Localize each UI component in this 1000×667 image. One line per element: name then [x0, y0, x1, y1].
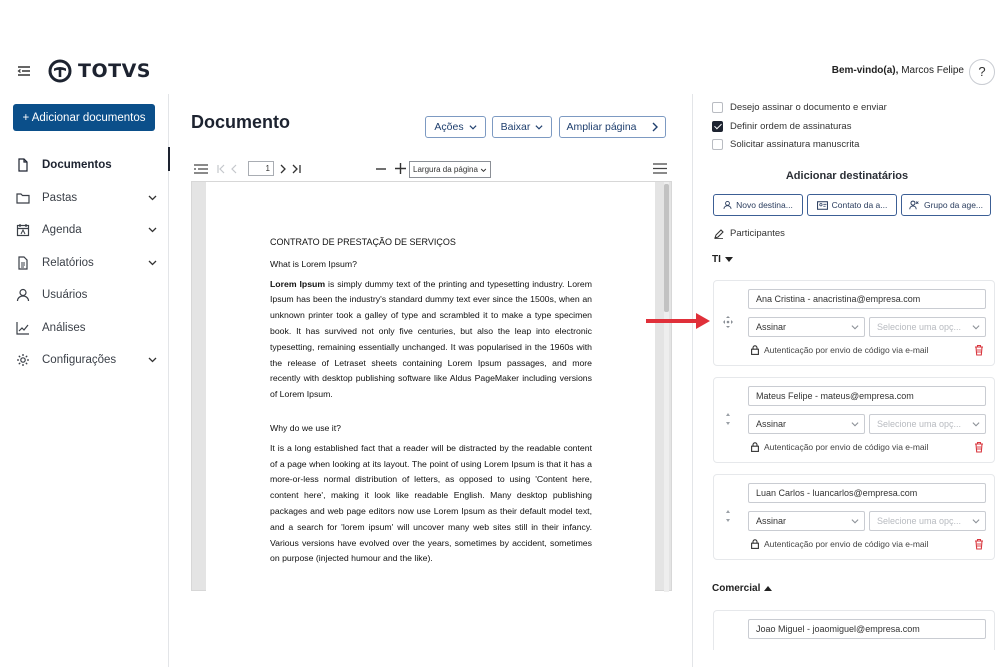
participants-label: Participantes: [730, 228, 785, 239]
sidebar-item-label: Relatórios: [42, 256, 94, 269]
participant-action-select[interactable]: [748, 511, 865, 531]
sidebar-item-pastas[interactable]: [0, 182, 169, 215]
document-page: [206, 182, 655, 592]
participant-email-field[interactable]: Ana Cristina - anacristina@empresa.com: [748, 289, 986, 309]
caret-down-icon: [725, 257, 733, 263]
annotation-arrow: [646, 312, 714, 330]
folder-icon: [16, 191, 30, 205]
participant-sign-type-select[interactable]: [869, 511, 986, 531]
document-icon: [16, 158, 30, 172]
help-button[interactable]: ?: [969, 59, 995, 85]
option-label: Solicitar assinatura manuscrita: [730, 139, 860, 150]
participant-auth-method: [751, 345, 928, 355]
welcome-prefix: Bem-vindo(a),: [831, 65, 899, 76]
sign-type-placeholder: Selecione uma opç...: [877, 322, 962, 332]
contact-label: Contato da a...: [831, 200, 888, 210]
expand-page-button[interactable]: [559, 116, 666, 138]
caret-up-icon: [764, 586, 772, 592]
sidebar-item-analises[interactable]: [0, 312, 169, 345]
participant-card: [713, 610, 995, 650]
checkbox-signing-order[interactable]: [712, 121, 723, 132]
chevron-right-icon: [651, 122, 659, 132]
participant-card: [713, 377, 995, 463]
participant-card: [713, 474, 995, 560]
recipients-panel: [692, 94, 1000, 667]
chevron-down-icon: [535, 123, 543, 131]
group-comercial[interactable]: [712, 583, 772, 594]
totvs-logo-icon: [48, 59, 72, 83]
sidebar-item-documentos[interactable]: [0, 149, 169, 182]
sidebar-item-label: Pastas: [42, 191, 78, 204]
welcome-user: Marcos Felipe: [901, 65, 964, 76]
participant-auth-method: [751, 539, 928, 549]
new-recipient-button[interactable]: [713, 194, 803, 216]
chart-icon: [16, 321, 30, 335]
participant-email-field[interactable]: Joao Miguel - joaomiguel@empresa.com: [748, 619, 986, 639]
participant-action-select[interactable]: [748, 414, 865, 434]
participant-action-value: Assinar: [756, 322, 787, 332]
top-header: [0, 50, 1000, 94]
checkbox-handwritten-signature[interactable]: [712, 139, 723, 150]
sidebar-item-label: Documentos: [42, 159, 112, 172]
gear-icon: [16, 353, 30, 367]
chevron-down-icon: [469, 123, 477, 131]
previous-page-icon[interactable]: [231, 164, 237, 174]
chevron-down-icon: [148, 258, 157, 267]
sidebar-item-usuarios[interactable]: [0, 279, 169, 312]
expand-page-label: Ampliar página: [566, 121, 637, 133]
zoom-out-icon[interactable]: [376, 164, 386, 174]
option-sign-and-send[interactable]: [712, 102, 887, 113]
document-title: CONTRATO DE PRESTAÇÃO DE SERVIÇOS: [270, 237, 456, 247]
document-paragraph-2: It is a long established fact that a reader will be distracted by the readable content of a page when looking at its layout. The point of using Lorem Ipsum is that it has a more-or-less normal distribution of letters, as opposed to using 'Content here, content here', making it look like readable English. Many desktop publishing packages and web page editors now use Lorem Ipsum as their default model text, and a search for 'lorem ipsum' will uncover many web sites still in their infancy. Various versions have evolved over the years, sometimes by accident, sometimes on purpose (injected humour and the like).: [270, 442, 592, 564]
last-page-icon[interactable]: [292, 164, 302, 174]
participant-sign-type-select[interactable]: [869, 317, 986, 337]
group-icon: [909, 200, 920, 210]
sign-type-placeholder: Selecione uma opç...: [877, 419, 962, 429]
checkbox-sign-and-send[interactable]: [712, 102, 723, 113]
option-label: Definir ordem de assinaturas: [730, 121, 852, 132]
group-ti-name: TI: [712, 254, 721, 265]
totvs-logo[interactable]: [48, 59, 151, 83]
sidebar: [0, 94, 169, 667]
report-icon: [16, 256, 30, 270]
participant-action-value: Assinar: [756, 516, 787, 526]
trash-icon[interactable]: [974, 538, 984, 550]
add-documents-button[interactable]: + Adicionar documentos: [13, 104, 155, 131]
lock-icon: [751, 345, 759, 355]
document-content: [270, 235, 592, 585]
group-label: Grupo da age...: [923, 200, 984, 210]
group-button[interactable]: [901, 194, 991, 216]
actions-label: Ações: [434, 121, 464, 133]
sidebar-toggle-icon[interactable]: [194, 164, 208, 174]
user-icon: [16, 288, 30, 302]
sidebar-item-label: Configurações: [42, 354, 117, 367]
participant-auth-method: [751, 442, 928, 452]
group-ti[interactable]: [712, 254, 733, 265]
participant-card: [713, 280, 995, 366]
chevron-down-icon: [148, 225, 157, 234]
document-bold-text: Lorem Ipsum: [270, 278, 326, 289]
document-question-2: Why do we use it?: [270, 422, 341, 433]
contact-card-icon: [817, 201, 828, 210]
participant-email-field[interactable]: Mateus Felipe - mateus@empresa.com: [748, 386, 986, 406]
page-number-input[interactable]: 1: [248, 161, 274, 176]
user-icon: [723, 200, 732, 210]
contact-button[interactable]: [807, 194, 897, 216]
chevron-down-icon: [480, 167, 487, 173]
auth-method-label: Autenticação por envio de código via e-mail: [764, 442, 929, 452]
option-label: Desejo assinar o documento e enviar: [730, 102, 887, 113]
chevron-down-icon: [972, 420, 980, 428]
add-recipients-title: Adicionar destinatários: [785, 170, 909, 182]
participant-action-value: Assinar: [756, 419, 787, 429]
next-page-icon[interactable]: [280, 164, 286, 174]
calendar-icon: [16, 223, 30, 237]
trash-icon[interactable]: [974, 344, 984, 356]
first-page-icon[interactable]: [217, 164, 225, 174]
sidebar-nav: [0, 149, 169, 377]
participants-header: [714, 228, 785, 239]
welcome-text: [832, 65, 964, 76]
participant-action-select[interactable]: [748, 317, 865, 337]
viewer-menu-icon[interactable]: [653, 163, 667, 174]
chevron-down-icon: [851, 323, 859, 331]
lock-icon: [751, 442, 759, 452]
zoom-select[interactable]: [409, 161, 491, 178]
edit-icon: [714, 229, 724, 239]
brand-name: TOTVS: [78, 60, 151, 82]
participant-sign-type-select[interactable]: [869, 414, 986, 434]
zoom-in-icon[interactable]: [395, 163, 406, 174]
download-label: Baixar: [500, 121, 531, 133]
zoom-select-value: Largura da página: [413, 165, 478, 174]
document-viewer[interactable]: [191, 181, 672, 591]
chevron-down-icon: [148, 355, 157, 364]
sign-type-placeholder: Selecione uma opç...: [877, 516, 962, 526]
sidebar-item-label: Usuários: [42, 289, 88, 302]
sidebar-item-label: Agenda: [42, 224, 82, 237]
participant-email-field[interactable]: Luan Carlos - luancarlos@empresa.com: [748, 483, 986, 503]
chevron-down-icon: [851, 420, 859, 428]
actions-button[interactable]: [425, 116, 486, 138]
sidebar-item-label: Análises: [42, 321, 86, 334]
trash-icon[interactable]: [974, 441, 984, 453]
option-signing-order[interactable]: [712, 121, 851, 132]
chevron-down-icon: [851, 517, 859, 525]
menu-collapse-icon[interactable]: [17, 64, 31, 78]
new-recipient-label: Novo destina...: [736, 200, 793, 210]
chevron-down-icon: [148, 193, 157, 202]
viewer-toolbar: [191, 160, 672, 180]
page-title: Documento: [191, 112, 290, 132]
chevron-down-icon: [972, 323, 980, 331]
document-paragraph-1-text: is simply dummy text of the printing and typesetting industry. Lorem Ipsum has been the industry's standard dummy text ever since the 1500s, when an unknown printer took a galley of type and scrambled it to make a type specimen book. It has survived not only five centuries, but also the leap into electronic typesetting, remaining essentially unchanged. It was popularised in the 1960s with the release of Letraset sheets containing Lorem Ipsum passages, and more recently with desktop publishing software like Aldus PageMaker including versions of Lorem Ipsum.: [270, 278, 592, 400]
chevron-down-icon: [972, 517, 980, 525]
download-button[interactable]: [492, 116, 552, 138]
auth-method-label: Autenticação por envio de código via e-mail: [764, 539, 929, 549]
option-handwritten-signature[interactable]: [712, 139, 859, 150]
document-paragraph-1: [270, 277, 592, 403]
viewer-scrollbar[interactable]: [664, 184, 669, 312]
lock-icon: [751, 539, 759, 549]
sidebar-item-configuracoes[interactable]: [0, 344, 169, 377]
sidebar-item-agenda[interactable]: [0, 214, 169, 247]
drag-handle-icon[interactable]: [722, 509, 734, 523]
auth-method-label: Autenticação por envio de código via e-mail: [764, 345, 929, 355]
drag-handle-icon[interactable]: [722, 315, 734, 329]
group-comercial-name: Comercial: [712, 583, 761, 594]
document-question-1: What is Lorem Ipsum?: [270, 258, 357, 269]
drag-handle-icon[interactable]: [722, 412, 734, 426]
sidebar-item-relatorios[interactable]: [0, 247, 169, 280]
